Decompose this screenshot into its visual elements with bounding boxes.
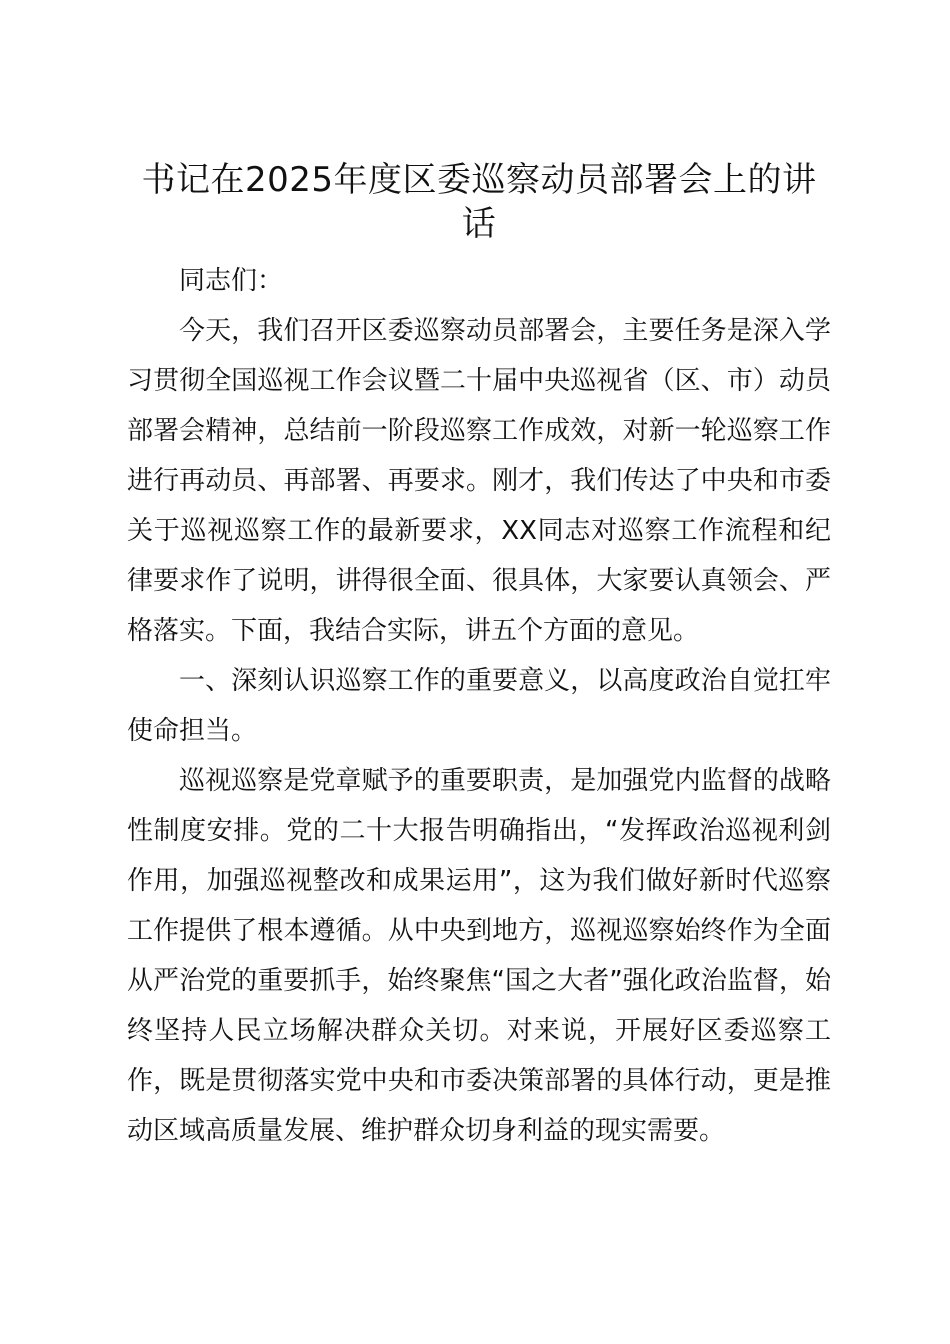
salutation: 同志们： — [179, 266, 284, 296]
section-heading-1: 一、深刻认识巡察工作的重要意义，以高度政治自觉扛牢使命担当。 — [127, 666, 831, 746]
paragraph-intro: 今天，我们召开区委巡察动员部署会，主要任务是深入学习贯彻全国巡视工作会议暨二十届中央巡视省（区、市）动员部署会精神，总结前一阶段巡察工作成效，对新一轮巡察工作进行再动员、再部署、再要求。刚才，我们传达了中央和市委关于巡视巡察工作的最新要求，XX同志对巡察工作流程和纪律要求作了说明，讲得很全面、很具体，大家要认真领会、严格落实。下面，我结合实际，讲五个方面的意见。 — [127, 316, 831, 646]
paragraph-significance: 巡视巡察是党章赋予的重要职责，是加强党内监督的战略性制度安排。党的二十大报告明确指出，“发挥政治巡视利剑作用，加强巡视整改和成果运用”，这为我们做好新时代巡察工作提供了根本遵循。从中央到地方，巡视巡察始终作为全面从严治党的重要抓手，始终聚焦“国之大者”强化政治监督，始终坚持人民立场解决群众关切。对来说，开展好区委巡察工作，既是贯彻落实党中央和市委决策部署的具体行动，更是推动区域高质量发展、维护群众切身利益的现实需要。 — [127, 766, 831, 1146]
document-body — [127, 158, 831, 1156]
document-title: 书记在2025年度区委巡察动员部署会上的讲话 — [141, 160, 817, 244]
